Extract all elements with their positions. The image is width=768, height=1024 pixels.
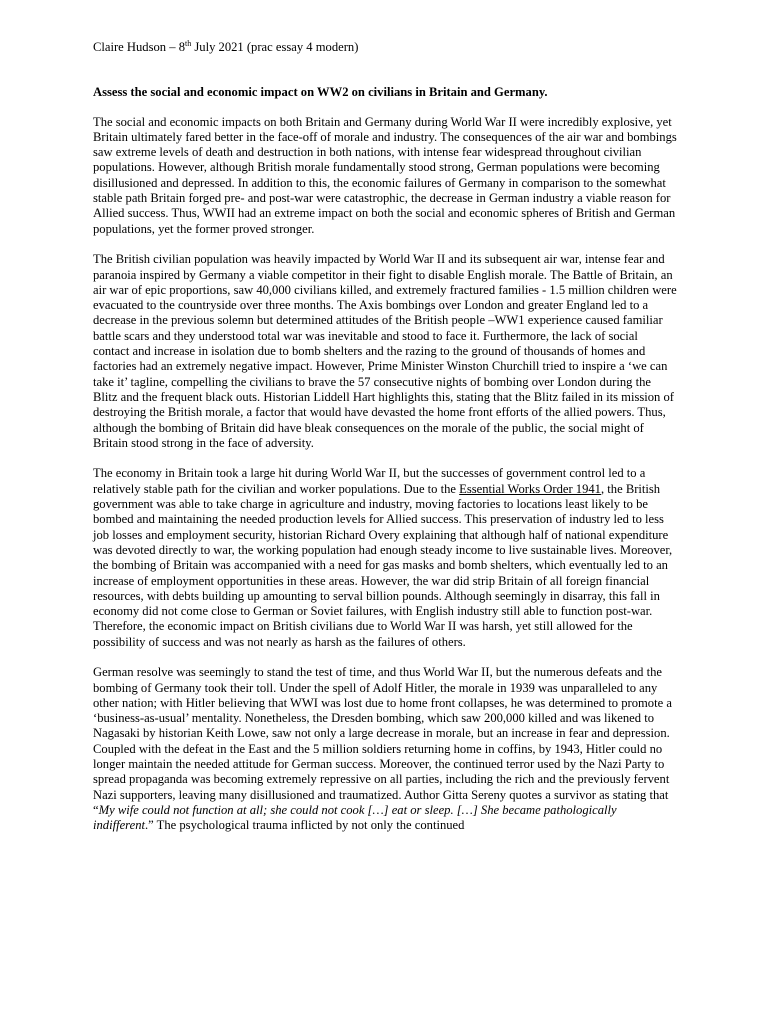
survivor-quote: My wife could not function at all; she could not cook […] eat or sleep. […] She became pathologically indifferent (93, 802, 617, 833)
essential-works-order-link[interactable]: Essential Works Order 1941 (459, 481, 601, 496)
author-date-text: Claire Hudson – 8 (93, 40, 185, 54)
essay-question-title: Assess the social and economic impact on WW2 on civilians in Britain and Germany. (93, 85, 548, 100)
paragraph-text: The economy in Britain took a large hit during World War II, but the successes of government control led to a relatively stable path for the civilian and worker populations. Due to the (93, 466, 646, 496)
essay-body (93, 40, 677, 849)
author-date-line (93, 40, 677, 55)
paragraph-british-economic (93, 466, 677, 650)
date-ordinal-suffix: th (185, 38, 192, 48)
paragraph-british-social: The British civilian population was heavily impacted by World War II and its subsequent air war, intense fear and paranoia inspired by Germany a viable competitor in their fight to disable English morale. The Battle of Britain, an air war of epic proportions, saw 40,000 civilians killed, and extremely fractured families - 1.5 million children were evacuated to the countryside over three months. The Axis bombings over London and greater England led to a decrease in the previous solemn but determined attitudes of the British people –WW1 experience caused familiar battle scars and they understood total war was inevitable and stood to face it. Furthermore, the lack of social contact and increase in isolation due to bomb shelters and the razing to the ground of thousands of homes and factories had an extremely negative impact. However, Prime Minister Winston Churchill tried to inspire a ‘we can take it’ tagline, compelling the civilians to brave the 57 consecutive nights of bombing over London during the Blitz and the frequent black outs. Historian Liddell Hart highlights this, stating that the Blitz failed in its mission of destroying the British morale, a factor that would have devasted the home front efforts of the allied powers. Thus, although the bombing of Britain did have bleak consequences on the morale of the public, the social might of Britain stood strong in the face of adversity. (93, 252, 677, 450)
author-date-text-end: July 2021 (prac essay 4 modern) (191, 40, 359, 54)
paragraph-text: German resolve was seemingly to stand the test of time, and thus World War II, but the numerous defeats and the bombing of Germany took their toll. Under the spell of Adolf Hitler, the morale in 1939 was unparalleled to any other nation; with Hitler believing that WWI was lost due to home front collapses, he was determined to promote a ‘business-as-usual’ mentality. Nonetheless, the Dresden bombing, which saw 200,000 killed and was likened to Nagasaki by historian Keith Lowe, saw not only a large decrease in morale, but an increase in fear and depression. Coupled with the defeat in the East and the 5 million soldiers returning home in coffins, by 1943, Hitler could no longer maintain the needed attitude for German success. Moreover, the continued terror used by the Nazi Party to spread propaganda was becoming extremely repressive on all parties, including the rich and the previously fervent Nazi supporters, leaving many disillusioned and traumatized. Author Gitta Sereny quotes a survivor as stating that “ (93, 665, 672, 817)
paragraph-text: .” The psychological trauma inflicted by not only the continued (145, 818, 465, 833)
paragraph-introduction: The social and economic impacts on both Britain and Germany during World War II were incredibly explosive, yet Britain ultimately fared better in the face-off of morale and industry. The consequences of the air war and bombings saw extreme levels of death and destruction in both nations, with intense fear widespread throughout civilian populations. However, although British morale fundamentally stood strong, German populations were becoming disillusioned and depressed. In addition to this, the economic failures of Germany in comparison to the somewhat stable path Britain forged pre- and post-war were catastrophic, the decrease in German industry a viable reason for Allied success. Thus, WWII had an extreme impact on both the social and economic spheres of British and German populations, yet the former proved stronger. (93, 114, 677, 236)
paragraph-german-social (93, 665, 677, 833)
paragraph-text: , the British government was able to take charge in agriculture and industry, moving factories to locations least likely to be bombed and maintaining the needed production levels for Allied success. This preservation of industry led to less job losses and employment security, historian Richard Overy explaining that although half of national expenditure was devoted directly to war, the working population had enough steady income to live sustainable lives. Moreover, the bombing of Britain was accompanied with a need for gas masks and bomb shelters, which eventually led to an increase of employment opportunities in these areas. However, the war did strip Britain of all foreign financial resources, with debts building up amounting to serval billion pounds. Although seemingly in disarray, this fall in economy did not come close to German or Soviet failures, with English industry still able to function post-war. Therefore, the economic impact on British civilians due to World War II was harsh, yet still allowed for the possibility of success and was not nearly as harsh as the failures of others. (93, 481, 673, 649)
